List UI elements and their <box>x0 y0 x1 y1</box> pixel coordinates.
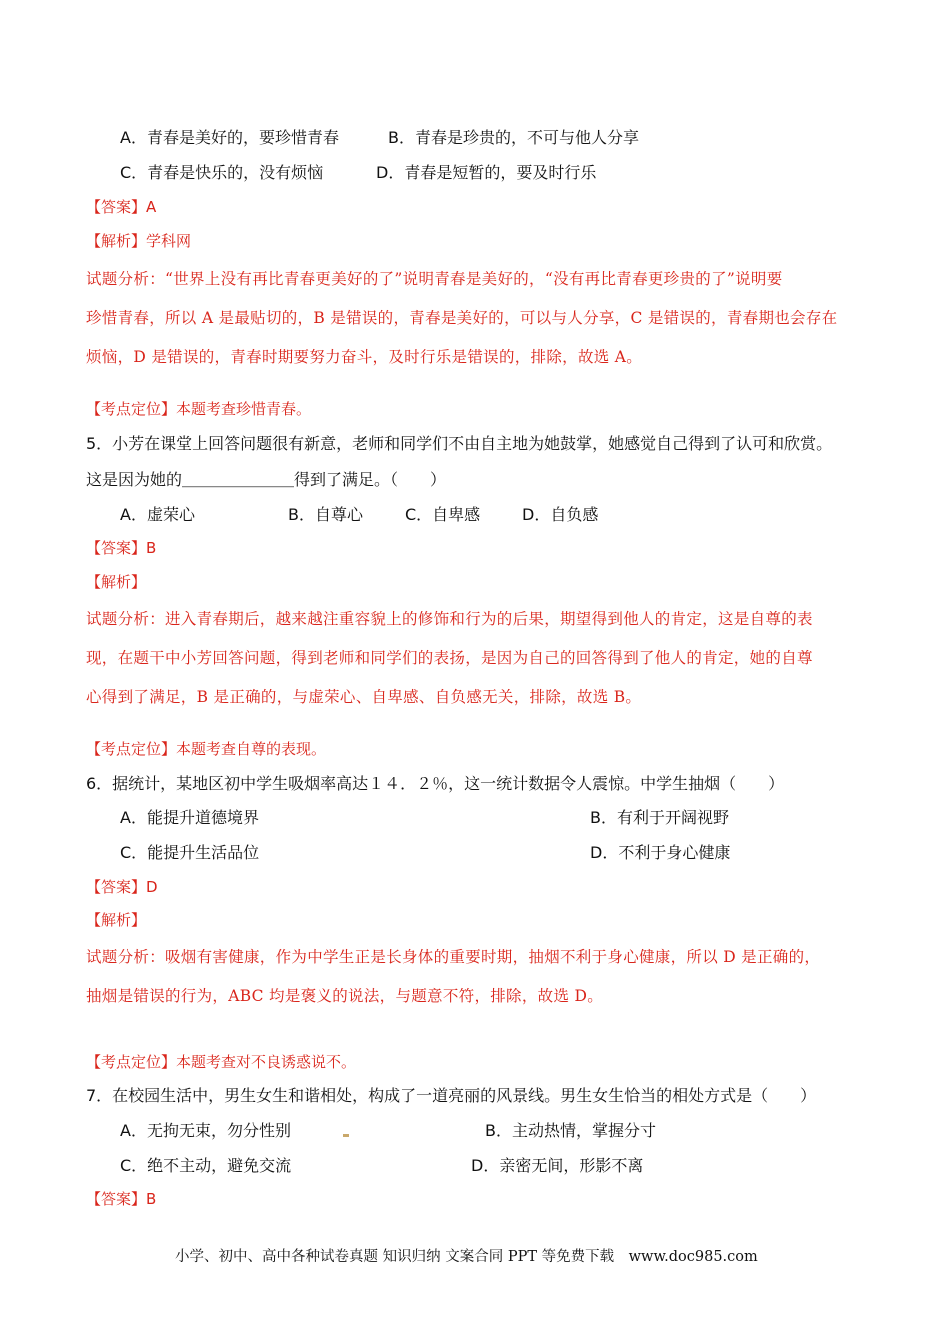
q7-option-c: C．绝不主动，避免交流 <box>120 1156 292 1175</box>
q6-analysis-line: 试题分析：吸烟有害健康，作为中学生正是长身体的重要时期，抽烟不利于身心健康，所以 D 是正确的， <box>86 948 821 966</box>
q5-stem-line2: 这是因为她的＿＿＿＿＿＿＿得到了满足。（ ） <box>86 470 447 489</box>
q6-answer: 【答案】D <box>86 878 158 896</box>
q4-option-c: C．青春是快乐的，没有烦恼 <box>120 163 324 182</box>
q4-analysis-line: 珍惜青春，所以 A 是最贴切的，B 是错误的，青春是美好的，可以与人分享，C 是错误的，青春期也会存在 <box>86 309 838 327</box>
stray-mark <box>343 1134 349 1137</box>
page-footer: 小学、初中、高中各种试卷真题 知识归纳 文案合同 PPT 等免费下载 www.doc985.com <box>175 1249 758 1265</box>
q5-analysis-line: 试题分析：进入青春期后，越来越注重容貌上的修饰和行为的后果，期望得到他人的肯定，这是自尊的表 <box>86 610 813 628</box>
q6-analysis-line: 抽烟是错误的行为，ABC 均是褒义的说法，与题意不符，排除，故选 D。 <box>86 987 604 1005</box>
q6-option-d: D．不利于身心健康 <box>590 843 731 862</box>
q4-option-d: D．青春是短暂的，要及时行乐 <box>376 163 597 182</box>
q5-option-b: B．自尊心 <box>288 505 363 524</box>
q6-option-b: B．有利于开阔视野 <box>590 808 729 827</box>
q6-analysis-label: 【解析】 <box>86 911 147 929</box>
q6-kaodian: 【考点定位】本题考查对不良诱惑说不。 <box>86 1053 357 1071</box>
q4-kaodian: 【考点定位】本题考查珍惜青春。 <box>86 400 312 418</box>
q5-stem-line1: 5．小芳在课堂上回答问题很有新意，老师和同学们不由自主地为她鼓掌，她感觉自己得到了认可和欣赏。 <box>86 434 833 453</box>
q4-analysis-label: 【解析】学科网 <box>86 232 192 250</box>
q5-analysis-label: 【解析】 <box>86 573 147 591</box>
q5-analysis-line: 心得到了满足，B 是正确的，与虚荣心、自卑感、自负感无关，排除，故选 B。 <box>86 688 642 706</box>
q5-kaodian: 【考点定位】本题考查自尊的表现。 <box>86 740 327 758</box>
q5-answer: 【答案】B <box>86 539 157 557</box>
q7-answer: 【答案】B <box>86 1190 157 1208</box>
q6-option-a: A．能提升道德境界 <box>120 808 259 827</box>
q4-option-b: B．青春是珍贵的，不可与他人分享 <box>388 128 639 147</box>
q5-option-d: D．自负感 <box>522 505 599 524</box>
q7-option-d: D．亲密无间，形影不离 <box>471 1156 644 1175</box>
q6-option-c: C．能提升生活品位 <box>120 843 260 862</box>
q6-stem: 6．据统计，某地区初中学生吸烟率高达１４．２％，这一统计数据令人震惊。中学生抽烟（ ） <box>86 774 785 793</box>
q4-option-a: A．青春是美好的，要珍惜青春 <box>120 128 339 147</box>
q7-option-a: A．无拘无束，勿分性别 <box>120 1121 291 1140</box>
q4-answer: 【答案】A <box>86 198 157 216</box>
q4-analysis-line: 烦恼，D 是错误的，青春时期要努力奋斗，及时行乐是错误的，排除，故选 A。 <box>86 348 643 366</box>
q5-option-c: C．自卑感 <box>405 505 481 524</box>
q5-option-a: A．虚荣心 <box>120 505 195 524</box>
q7-option-b: B．主动热情，掌握分寸 <box>485 1121 656 1140</box>
q4-analysis-line: 试题分析：“世界上没有再比青春更美好的了”说明青春是美好的，“没有再比青春更珍贵的了”说明要 <box>86 270 783 288</box>
q5-analysis-line: 现，在题干中小芳回答问题，得到老师和同学们的表扬，是因为自己的回答得到了他人的肯定，她的自尊 <box>86 649 813 667</box>
q7-stem: 7．在校园生活中，男生女生和谐相处，构成了一道亮丽的风景线。男生女生恰当的相处方式是（ ） <box>86 1086 817 1105</box>
